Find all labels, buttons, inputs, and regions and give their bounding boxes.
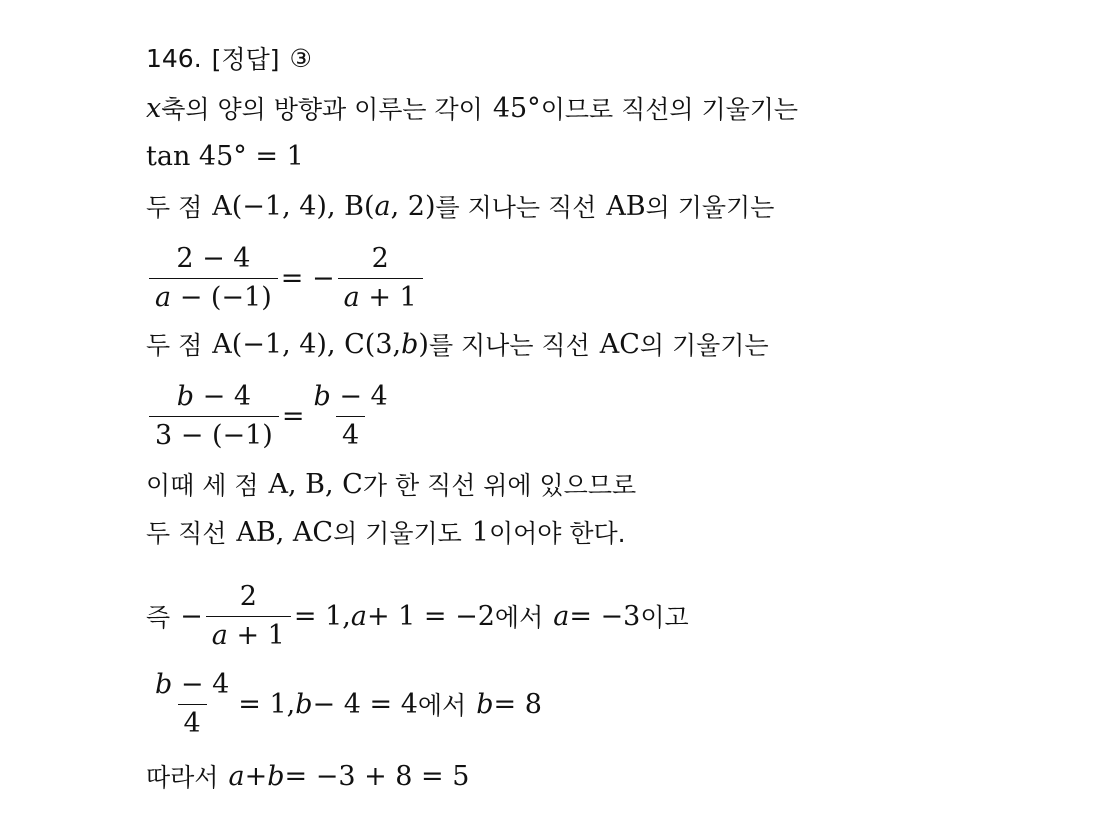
line-10 <box>146 666 542 742</box>
fraction-ac-1-den: 3 − (−1) <box>149 416 279 452</box>
points-ab-a: A(−1, 4), B( <box>212 190 375 222</box>
answer-value: ③ <box>289 43 312 73</box>
final-result: = −3 + 8 = 5 <box>284 760 470 792</box>
line-5-text-c: 의 기울기는 <box>639 331 769 360</box>
line-8-text-b: 의 기울기도 <box>333 519 462 548</box>
line-5-text-b: 를 지나는 직선 <box>428 331 590 360</box>
fraction-slope-ab-num: 2 <box>239 580 257 612</box>
line-11-text-a: 따라서 <box>146 763 219 792</box>
line-3 <box>146 182 774 230</box>
line-1 <box>146 84 798 132</box>
var-b-2: b <box>476 688 494 720</box>
points-ac-b: ) <box>418 328 429 360</box>
x-variable: x <box>146 92 162 124</box>
fraction-ac-2-den: 4 <box>336 416 365 452</box>
fraction-slope-ac-den: 4 <box>178 704 207 740</box>
var-b: b <box>267 760 285 792</box>
line-7-text-b: 가 한 직선 위에 있으므로 <box>362 471 637 500</box>
line-1-text-a: 축의 양의 방향과 이루는 각이 <box>161 95 483 124</box>
angle-value: 45° <box>492 92 541 124</box>
points-ab-b: , 2) <box>390 190 436 222</box>
problem-number: 146. <box>146 43 202 73</box>
minus-sign: − <box>180 600 203 632</box>
line-9 <box>146 578 689 654</box>
line-8-text-a: 두 직선 <box>146 519 227 548</box>
eq-part-1: = 1, <box>293 600 351 632</box>
fraction-ab-2-den: a + 1 <box>338 278 423 314</box>
line-7-text-a: 이때 세 점 <box>146 471 259 500</box>
segment-ab: AB <box>606 190 646 222</box>
line-5-text-a: 두 점 <box>146 331 203 360</box>
points-abc: A, B, C <box>268 468 363 500</box>
line-9-text-c: 이고 <box>640 603 689 632</box>
var-a: a <box>374 190 391 222</box>
fraction-ac-1 <box>149 381 279 452</box>
eq-part-3: = −3 <box>569 600 641 632</box>
fraction-ab-1-den: a − (−1) <box>149 278 278 314</box>
eq-part-2: − 4 = 4 <box>312 688 418 720</box>
equals: = <box>281 400 305 432</box>
tan-expression: tan 45° = 1 <box>146 140 304 172</box>
fraction-ab-2-num: 2 <box>371 242 389 274</box>
var-a-1: a <box>350 600 367 632</box>
line-11 <box>146 752 469 800</box>
line-7 <box>146 460 636 508</box>
slope-one: 1 <box>471 516 489 548</box>
points-ac-a: A(−1, 4), C(3, <box>212 328 402 360</box>
line-5 <box>146 320 769 368</box>
var-a: a <box>228 760 245 792</box>
segments-ab-ac: AB, AC <box>236 516 334 548</box>
eq-part-1: = 1, <box>238 688 296 720</box>
line-8-text-c: 이어야 한다. <box>488 519 626 548</box>
answer-label: [정답] <box>211 45 280 74</box>
fraction-ac-2-num: b − 4 <box>313 380 388 412</box>
fraction-ab-1-num: 2 − 4 <box>176 242 251 274</box>
fraction-slope-ac-num: b − 4 <box>155 668 230 700</box>
var-b-1: b <box>295 688 313 720</box>
equals-minus: = − <box>280 262 335 294</box>
fraction-ab-1 <box>149 243 278 314</box>
fraction-ac-2 <box>307 381 393 452</box>
line-10-text-b: 에서 <box>417 691 467 720</box>
fraction-slope-ac <box>149 669 235 740</box>
fraction-slope-ab <box>206 581 291 652</box>
line-3-text-a: 두 점 <box>146 193 203 222</box>
line-4 <box>146 240 426 316</box>
fraction-ac-1-num: b − 4 <box>176 380 252 412</box>
eq-part-2: + 1 = −2 <box>366 600 495 632</box>
eq-part-3: = 8 <box>493 688 542 720</box>
line-9-text-b: 에서 <box>494 603 544 632</box>
fraction-slope-ab-den: a + 1 <box>206 616 291 652</box>
line-1-text-b: 이므로 직선의 기울기는 <box>540 95 799 124</box>
plus-sign: + <box>244 760 268 792</box>
fraction-ab-2 <box>338 243 423 314</box>
line-3-text-c: 의 기울기는 <box>645 193 775 222</box>
line-2 <box>146 132 304 180</box>
line-8 <box>146 508 626 556</box>
var-a-2: a <box>553 600 570 632</box>
line-9-text-a: 즉 <box>146 603 171 632</box>
problem-header <box>146 34 312 82</box>
line-3-text-b: 를 지나는 직선 <box>435 193 597 222</box>
segment-ac: AC <box>599 328 640 360</box>
var-b: b <box>401 328 419 360</box>
line-6 <box>146 378 397 454</box>
